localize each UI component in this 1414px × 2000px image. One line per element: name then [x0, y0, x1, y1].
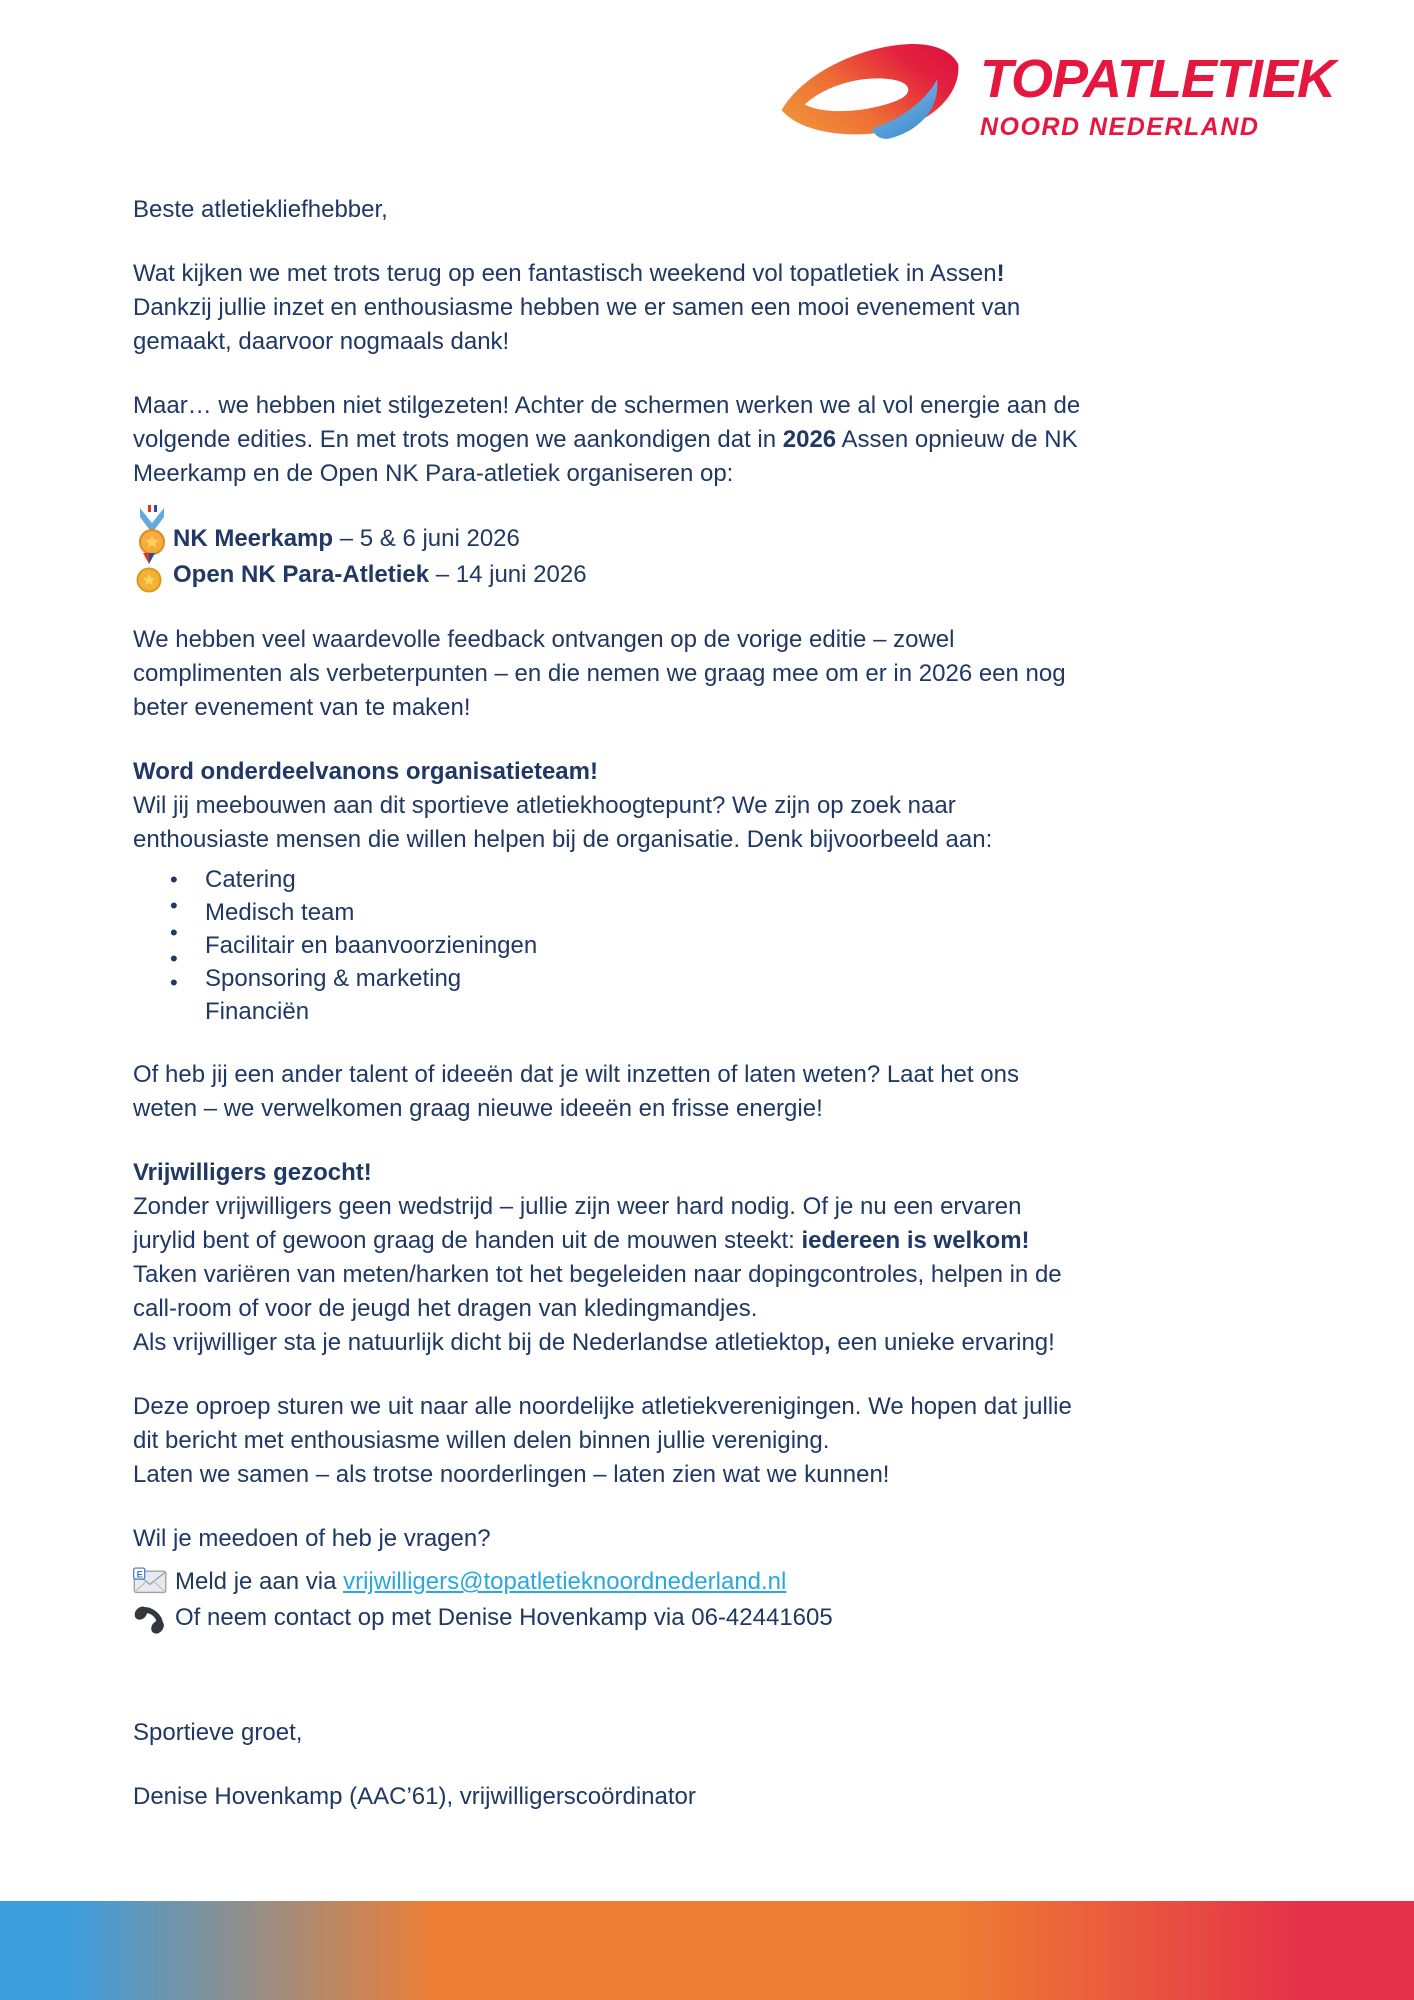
contact-line [133, 1564, 1323, 1600]
footer-gradient-bar [0, 1901, 1414, 2000]
bullet-text: Financiën [205, 998, 310, 1025]
text-line: Deze oproep sturen we uit naar alle noordelijke atletiekverenigingen. We hopen dat jullie [133, 1393, 1072, 1420]
letter-body [133, 193, 1323, 1844]
svg-text:E: E [136, 1569, 143, 1580]
text-line: volgende edities. En met trots mogen we aankondigen dat in 2026 Assen opnieuw de NK [133, 426, 1078, 453]
text-line: Meerkamp en de Open NK Para-atletiek organiseren op: [133, 460, 734, 487]
section-heading: Word onderdeelvanons organisatieteam! [133, 758, 598, 785]
sports-medal-icon [133, 521, 173, 557]
bullet-text: Medisch team [205, 899, 355, 926]
bold-text: 2026 [782, 426, 837, 453]
text-line: jurylid bent of gewoon graag de handen uit de mouwen steekt: iedereen is welkom! [133, 1227, 1030, 1254]
text-line: call-room of voor de jeugd het dragen van kledingmandjes. [133, 1295, 758, 1322]
text-line: Beste atletiekliefhebber, [133, 196, 388, 223]
section-heading: Vrijwilligers gezocht! [133, 1159, 372, 1186]
event-text: Open NK Para-Atletiek – 14 juni 2026 [173, 561, 587, 588]
event-list [133, 521, 1323, 593]
text-line: Wil je meedoen of heb je vragen? [133, 1525, 491, 1552]
bold-text: iedereen is welkom! [801, 1227, 1030, 1254]
paragraph [133, 1716, 1323, 1750]
paragraph [133, 623, 1323, 725]
swoosh-icon [772, 36, 964, 146]
bullet-item [133, 863, 1323, 896]
email-icon [133, 1564, 175, 1600]
contact-lines [133, 1564, 1323, 1636]
text-line: Maar… we hebben niet stilgezeten! Achter de schermen werken we al vol energie aan de [133, 392, 1081, 419]
paragraph [133, 389, 1323, 491]
gold-medal-icon [133, 557, 173, 593]
brand-logo [772, 36, 1335, 146]
text-line: weten – we verwelkomen graag nieuwe ideeën en frisse energie! [133, 1095, 823, 1122]
paragraph [133, 1522, 1323, 1556]
bullet-text: Facilitair en baanvoorzieningen [205, 932, 538, 959]
paragraph [133, 257, 1323, 359]
brand-name: TOPATLETIEK [980, 49, 1336, 109]
bullet-item [133, 893, 1323, 929]
bold-text: , [824, 1329, 831, 1356]
bullet-list [133, 863, 1323, 1028]
bold-text: Open NK Para-Atletiek [173, 561, 430, 588]
paragraph [133, 1058, 1323, 1126]
paragraph [133, 1390, 1323, 1492]
event-text: NK Meerkamp – 5 & 6 juni 2026 [173, 525, 520, 552]
blank-line [133, 1666, 1323, 1686]
text-line: Zonder vrijwilligers geen wedstrijd – jullie zijn weer hard nodig. Of je nu een ervaren [133, 1193, 1022, 1220]
section [133, 1156, 1323, 1360]
email-link[interactable]: vrijwilligers@topatletieknoordnederland.nl [343, 1568, 787, 1595]
bullet-text: Sponsoring & marketing [205, 965, 462, 992]
bold-text: NK Meerkamp [173, 525, 334, 552]
text-line: We hebben veel waardevolle feedback ontvangen op de vorige editie – zowel [133, 626, 955, 653]
text-line: Denise Hovenkamp (AAC’61), vrijwilligerscoördinator [133, 1783, 696, 1810]
contact-line [133, 1600, 1323, 1636]
bullet-dot: • [170, 970, 178, 995]
event-item [133, 557, 1323, 593]
bullet-item [133, 920, 1323, 962]
bullet-dot: • [170, 893, 178, 918]
text-line: Als vrijwilliger sta je natuurlijk dicht bij de Nederlandse atletiektop, een unieke ervaring! [133, 1329, 1055, 1356]
text-line: Laten we samen – als trotse noorderlingen – laten zien wat we kunnen! [133, 1461, 890, 1488]
text-line: complimenten als verbeterpunten – en die nemen we graag mee om er in 2026 een nog [133, 660, 1066, 687]
bullet-item [133, 946, 1323, 995]
text-line: beter evenement van te maken! [133, 694, 471, 721]
text-line: gemaakt, daarvoor nogmaals dank! [133, 328, 510, 355]
bullet-text: Catering [205, 866, 296, 893]
contact-text: Meld je aan via vrijwilligers@topatletieknoordnederland.nl [175, 1568, 787, 1595]
event-item [133, 521, 1323, 557]
bullet-dot: • [170, 920, 178, 945]
text-line: enthousiaste mensen die willen helpen bij de organisatie. Denk bijvoorbeeld aan: [133, 826, 993, 853]
brand-text [980, 49, 1336, 142]
contact-text: Of neem contact op met Denise Hovenkamp via 06-42441605 [175, 1604, 833, 1631]
bold-text: ! [996, 260, 1005, 287]
paragraph [133, 193, 1323, 227]
text-line: Dankzij jullie inzet en enthousiasme hebben we er samen een mooi evenement van [133, 294, 1021, 321]
text-line: Sportieve groet, [133, 1719, 303, 1746]
text-line: Wat kijken we met trots terug op een fantastisch weekend vol topatletiek in Assen! [133, 260, 1005, 287]
text-line: Taken variëren van meten/harken tot het begeleiden naar dopingcontroles, helpen in de [133, 1261, 1062, 1288]
brand-subtitle: NOORD NEDERLAND [980, 113, 1260, 141]
bullet-dot: • [170, 867, 178, 892]
text-line: dit bericht met enthousiasme willen delen binnen jullie vereniging. [133, 1427, 830, 1454]
bullet-dot: • [170, 946, 178, 971]
text-line: Wil jij meebouwen aan dit sportieve atletiekhoogtepunt? We zijn op zoek naar [133, 792, 956, 819]
section [133, 755, 1323, 857]
text-line: Of heb jij een ander talent of ideeën dat je wilt inzetten of laten weten? Laat het ons [133, 1061, 1019, 1088]
paragraph [133, 1780, 1323, 1814]
phone-icon [133, 1600, 175, 1636]
